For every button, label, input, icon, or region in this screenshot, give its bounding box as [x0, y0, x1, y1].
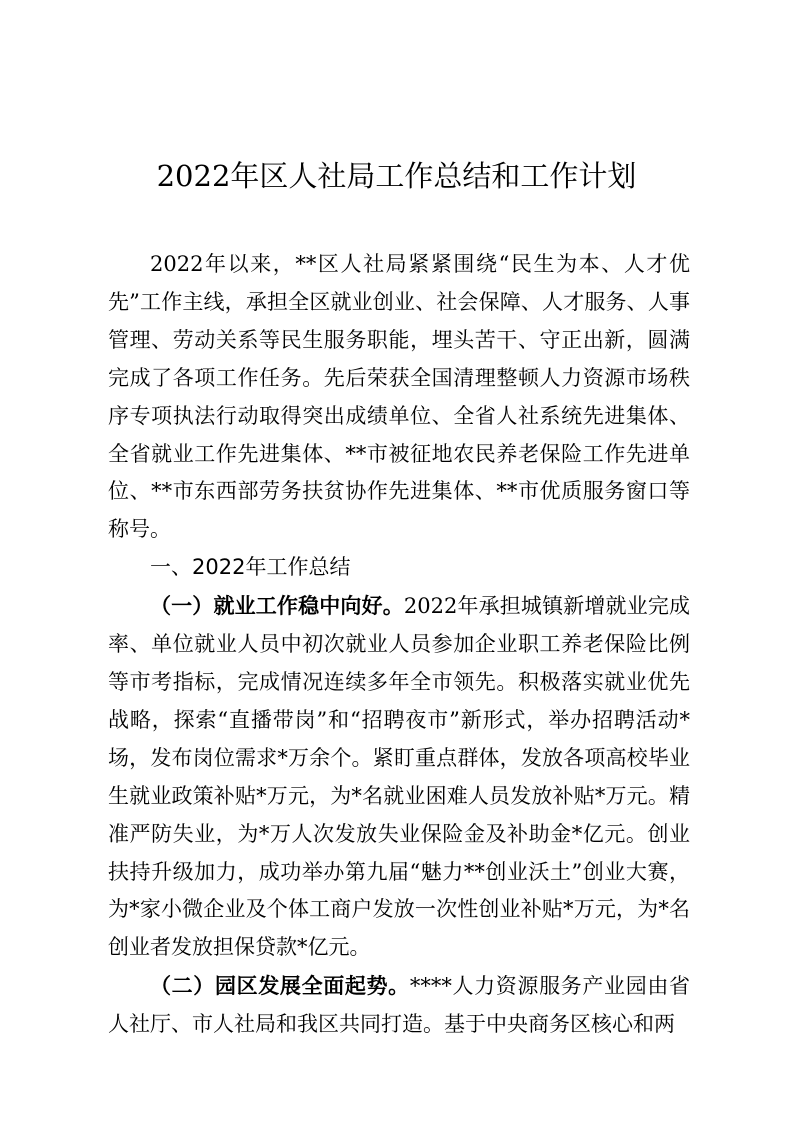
document-body — [108, 246, 690, 1044]
paragraph-employment — [108, 587, 690, 967]
section-heading-1: 一、2022年工作总结 — [150, 555, 351, 580]
park-text: ****人力资源服务产业园由省人社厅、市人社局和我区共同打造。基于中央商务区核心和两 — [108, 974, 691, 1037]
paragraph-park — [108, 967, 690, 1044]
employment-text: 2022年承担城镇新增就业完成率、单位就业人员中初次就业人员参加企业职工养老保险比例等市考指标，完成情况连续多年全市领先。积极落实就业优先战略，探索“直播带岗”和“招聘夜市”新形式，举办招聘活动*场，发布岗位需求*万余个。紧盯重点群体，发放各项高校毕业生就业政策补贴*万元，为*名就业困难人员发放补贴*万元。精准严防失业，为*万人次发放失业保险金及补助金*亿元。创业扶持升级加力，成功举办第九届“魅力**创业沃土”创业大赛，为*家小微企业及个体工商户发放一次性创业补贴*万元，为*名创业者发放担保贷款*亿元。 — [108, 594, 690, 960]
document-title: 2022年区人社局工作总结和工作计划 — [156, 159, 637, 193]
intro-paragraph: 2022年以来，**区人社局紧紧围绕“民生为本、人才优先”工作主线，承担全区就业创业、社会保障、人才服务、人事管理、劳动关系等民生服务职能，埋头苦干、守正出新，圆满完成了各项工作任务。先后荣获全国清理整顿人力资源市场秩序专项执法行动取得突出成绩单位、全省人社系统先进集体、全省就业工作先进集体、**市被征地农民养老保险工作先进单位、**市东西部劳务扶贫协作先进集体、**市优质服务窗口等称号。 — [108, 252, 690, 542]
subheading-park: （二）园区发展全面起势。 — [150, 973, 410, 999]
subheading-employment: （一）就业工作稳中向好。 — [150, 593, 404, 619]
